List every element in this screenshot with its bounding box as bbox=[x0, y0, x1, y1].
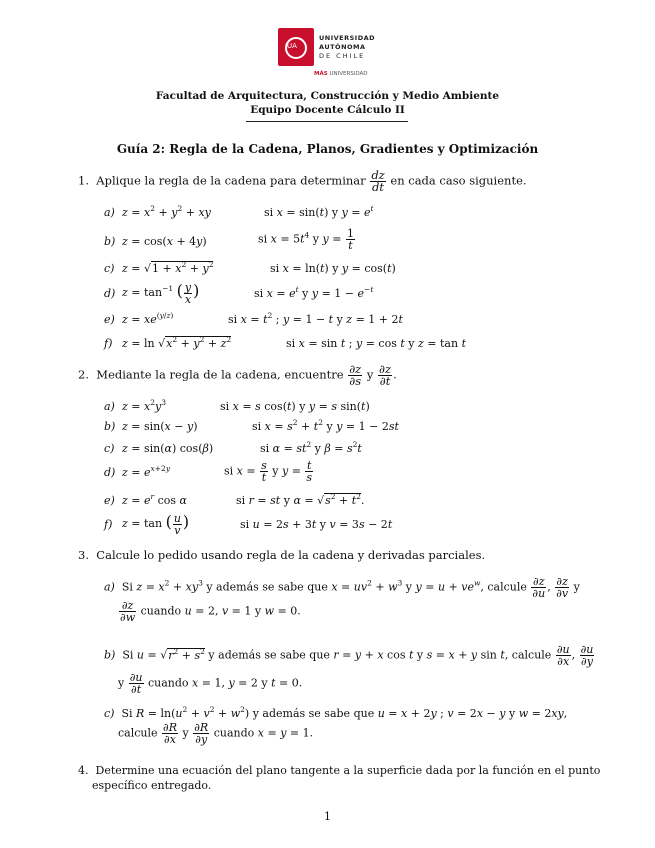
question-2: 2. Mediante la regla de la cadena, encuentre $\frac{\partial z}{\partial s}$ y $\frac{\partial z}{\partial t}$ . bbox=[78, 362, 397, 388]
q2-item-e: e) $z = e^r$ cos α si r = st y $\alpha = √s^2 + t^2$. bbox=[104, 492, 365, 507]
q2-item-d: d) $z = e^{x+2y}$ si x = $\frac{s}{t}$ y y = $\frac{t}{s}$ bbox=[104, 459, 313, 484]
header-rule bbox=[246, 121, 408, 122]
page-number: 1 bbox=[324, 810, 331, 823]
q1-item-b: b) z = cos(x + 4y) si $x = 5t^4$ y y = $\frac{1}{t}$ bbox=[104, 227, 354, 252]
q1-item-d: d) $z = \tan^{-1}$ ( $\frac{y}{x}$ ) si $x = e^t$ y $y = 1 - e^{-t}$ bbox=[104, 280, 374, 306]
q2-item-a: a) $z = x^2y^3$ si x = s cos(t) y y = s sin(t) bbox=[104, 398, 370, 413]
logo-line-3: DE CHILE bbox=[319, 52, 366, 60]
q2-item-c: c) z = sin(α) cos(β) si $\alpha = st^2$ y $\beta = s^2t$ bbox=[104, 440, 362, 455]
question-text: Aplique la regla de la cadena para determinar bbox=[96, 173, 366, 188]
q1-item-c: c) $z = √1 + x^2 + y^2$ si x = ln(t) y y = cos(t) bbox=[104, 260, 396, 275]
question-text: Calcule lo pedido usando regla de la cadena y derivadas parciales. bbox=[96, 548, 486, 562]
question-4 bbox=[78, 763, 601, 793]
fraction-dz-dt: $\frac{\partial z}{\partial t}$ bbox=[379, 362, 392, 388]
question-3 bbox=[78, 547, 485, 563]
logo-tagline: MÁS UNIVERSIDAD bbox=[314, 71, 368, 77]
q2-item-f: f) z = tan ( $\frac{u}{v}$ ) si u = 2s + 3t y v = 3s − 2t bbox=[104, 511, 393, 537]
q1-item-f: f) $z = \ln √x^2 + y^2 + z^2$ si x = sin t ; y = cos t y z = tan t bbox=[104, 335, 466, 350]
guide-title: Guía 2: Regla de la Cadena, Planos, Gradientes y Optimización bbox=[116, 142, 539, 156]
q3-item-c: c) Si $R = \ln(u^2 + v^2 + w^2)$ y además se sabe que u = x + 2y ; v = 2x − y y w = 2xy, calcule $\frac{\partial R}{\partial x}$ y $\frac{\partial R}{\partial y}$ cuando x = y = 1. bbox=[104, 705, 568, 746]
question-number: 2. bbox=[78, 367, 89, 382]
logo-line-1: UNIVERSIDAD bbox=[319, 34, 376, 42]
faculty-name: Facultad de Arquitectura, Construcción y Medio Ambiente bbox=[155, 90, 500, 102]
q3-item-a: a) Si $z = x^2 + xy^3$ y además se sabe que $x = uv^2 + w^3$ y $y = u + ve^w$, calcule $\frac{\partial z}{\partial u}$ , $\frac{\partial z}{\partial v}$ y $\frac{\partial z}{\partial w}$ cuando u = 2, v = 1 y w = 0. bbox=[104, 575, 580, 624]
question-text: Mediante la regla de la cadena, encuentre bbox=[96, 367, 344, 382]
team-name: Equipo Docente Cálculo II bbox=[250, 104, 405, 116]
university-logo bbox=[278, 28, 378, 76]
question-text-cont: específico entregado. bbox=[92, 779, 212, 792]
logo-line-2: AUTÓNOMA bbox=[319, 43, 366, 51]
question-number: 1. bbox=[78, 173, 89, 188]
q2-item-b: b) z = sin(x − y) si $x = s^2 + t^2$ y y = 1 − 2st bbox=[104, 418, 399, 433]
question-1 bbox=[78, 170, 527, 193]
fraction-dz-dt: $\frac{dz}{dt}$ bbox=[371, 168, 385, 194]
question-number: 3. bbox=[78, 548, 89, 562]
logo-mark-text: UA bbox=[287, 42, 297, 50]
logo-emblem bbox=[278, 28, 314, 66]
question-text: Determine una ecuación del plano tangente a la superficie dada por la función en el punto bbox=[95, 764, 601, 777]
q1-item-e: e) $z = xe^{(y/z)}$ si $x = t^2$ ; y = 1 − t y z = 1 + 2t bbox=[104, 311, 403, 326]
question-text-end: en cada caso siguiente. bbox=[390, 173, 527, 188]
q1-item-a: a) $z = x^2 + y^2$ + xy si x = sin(t) y $y = e^t$ bbox=[104, 204, 374, 219]
question-number: 4. bbox=[78, 764, 89, 777]
q3-item-b: b) Si $u = √r^2 + s^2$ y además se sabe que r = y + x cos t y s = x + y sin t, calcule $\frac{\partial u}{\partial x}$ , $\frac{\partial u}{\partial y}$ y $\frac{\partial u}{\partial t}$ cuando x = 1, y = 2 y t = 0. bbox=[104, 643, 594, 696]
fraction-dz-ds: $\frac{\partial z}{\partial s}$ bbox=[349, 362, 362, 388]
